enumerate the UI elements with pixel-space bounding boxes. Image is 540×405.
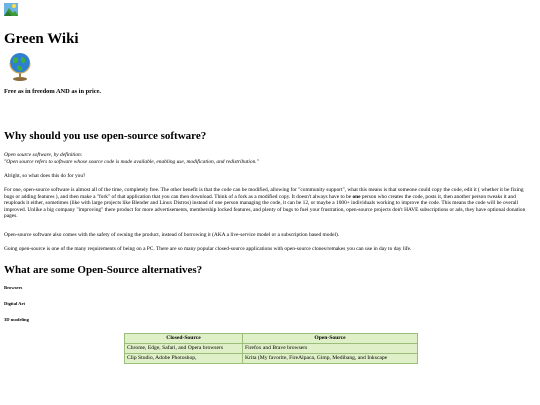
category-browsers: Browsers xyxy=(4,285,23,290)
table-header-open: Open-Source xyxy=(243,334,418,344)
alternatives-table xyxy=(124,333,418,364)
benefits-text-a: For one, open-source software is almost all of the time, completely free. The other benefit is that the code can be modified, allowing for "community support", what this means is that someone could copy the code, edit it ( whether it be fixing bugs or adding features ), and then make a "fork" of that application that you can then download. Think of a fork as a modified copy. It doesn't always have to be xyxy=(4,187,524,200)
page-title: Green Wiki xyxy=(4,31,79,47)
table-cell: Krita (My favorite, FireAlpaca, Gimp, Medibang, and Inkscape xyxy=(243,354,418,364)
paragraph-alright: Alright, so what does this do for you? xyxy=(4,173,86,179)
page xyxy=(4,3,535,361)
table-row xyxy=(125,344,418,354)
heading-why-open-source: Why should you use open-source software? xyxy=(4,130,207,142)
definition-quote: "Open source refers to software whose source code is made available, enabling use, modification, and redistribution." xyxy=(4,159,259,165)
landscape-icon xyxy=(4,3,18,16)
paragraph-safety: Open-source software also comes with the safety of owning the product, instead of borrowing it (AKA a live-service model or a subscription based model). xyxy=(4,232,340,238)
category-3d-modeling: 3D modeling xyxy=(4,317,29,322)
globe-icon xyxy=(8,52,32,82)
paragraph-going-open-source: Going open-source is one of the many requirements of being on a PC. There are so many popular closed-source applications with open-source clones/remakes you can use in day to day life. xyxy=(4,246,412,252)
table-cell: Firefox and Brave browsers xyxy=(243,344,418,354)
benefits-text-b: person who creates the code, posts it, then another person tweaks it and reuploads it either, sometimes (like with large projects like Blender and Linux Distros) instead of one person managing the code, it can be 12, or maybe a 1000+ individuals working to improve the code. This means the code will be overall improved. Unlike a big company "improving" there product for more advertisements, membership locked features, and plenty of bugs to fuel your frustration, open-source projects don't HAVE subscriptions or ads, they have optional donation pages. xyxy=(4,193,526,220)
table-cell: Clip Studio, Adobe Photoshop, xyxy=(125,354,243,364)
table-cell: Chrome, Edge, Safari, and Opera browsers xyxy=(125,344,243,354)
table-header-closed: Closed-Source xyxy=(125,334,243,344)
heading-alternatives: What are some Open-Source alternatives? xyxy=(4,264,203,276)
category-digital-art: Digital Art xyxy=(4,301,26,306)
benefits-bold-one: one xyxy=(352,193,361,200)
table-row xyxy=(125,354,418,364)
definition-lead: Open source software, by definition: xyxy=(4,152,83,158)
paragraph-benefits xyxy=(4,187,535,220)
tagline: Free as in freedom AND as in price. xyxy=(4,88,102,95)
table-header-row xyxy=(125,334,418,344)
definition-block xyxy=(4,152,259,166)
